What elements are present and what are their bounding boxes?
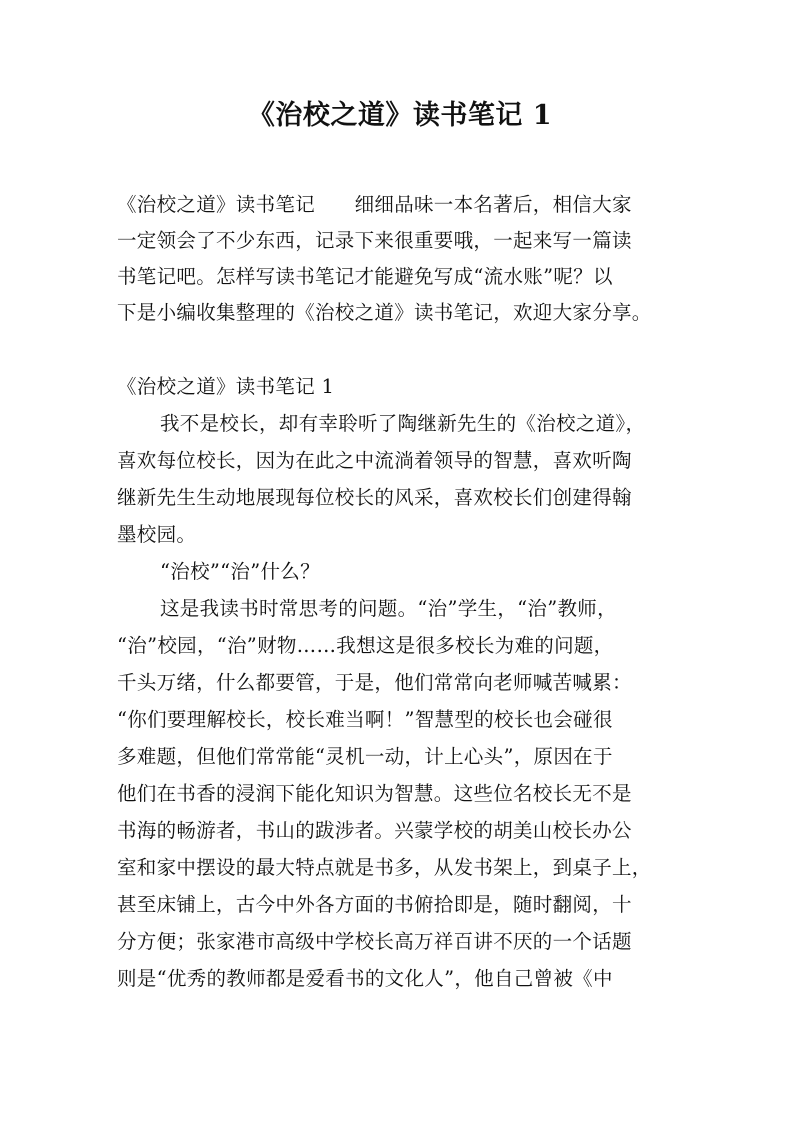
intro-line: 书笔记吧。怎样写读书笔记才能避免写成“流水账”呢？以 bbox=[117, 265, 613, 288]
paragraph-line: 则是“优秀的教师都是爱看书的文化人”，他自己曾被《中 bbox=[117, 967, 613, 990]
paragraph-line: 他们在书香的浸润下能化知识为智慧。这些位名校长无不是 bbox=[117, 782, 632, 805]
paragraph-line: 墨校园。 bbox=[117, 523, 197, 546]
paragraph-line: “治校”“治”什么？ bbox=[160, 560, 320, 583]
paragraph-line: 我不是校长，却有幸聆听了陶继新先生的《治校之道》， bbox=[160, 412, 646, 435]
intro-line: 一定领会了不少东西，记录下来很重要哦，一起来写一篇读 bbox=[117, 229, 632, 252]
paragraph-line: 继新先生生动地展现每位校长的风采，喜欢校长们创建得翰 bbox=[117, 486, 632, 509]
paragraph-line: “你们要理解校长，校长难当啊！”智慧型的校长也会碰很 bbox=[117, 708, 613, 731]
paragraph-line: 喜欢每位校长，因为在此之中流淌着领导的智慧，喜欢听陶 bbox=[117, 449, 632, 472]
paragraph-line: “治”校园，“治”财物……我想这是很多校长为难的问题， bbox=[117, 634, 614, 657]
paragraph-line: 室和家中摆设的最大特点就是书多，从发书架上，到桌子上， bbox=[117, 856, 652, 879]
section-heading: 《治校之道》读书笔记 1 bbox=[117, 375, 335, 398]
intro-line: 下是小编收集整理的《治校之道》读书笔记，欢迎大家分享。 bbox=[117, 301, 652, 324]
paragraph-line: 多难题，但他们常常能“灵机一动，计上心头”，原因在于 bbox=[117, 745, 613, 768]
paragraph-line: 甚至床铺上，古今中外各方面的书俯拾即是，随时翻阅，十 bbox=[117, 893, 632, 916]
intro-line: 《治校之道》读书笔记 细细品味一本名著后，相信大家 bbox=[117, 193, 632, 216]
paragraph-line: 这是我读书时常思考的问题。“治”学生，“治”教师， bbox=[160, 597, 617, 620]
document-title: 《治校之道》读书笔记 1 bbox=[247, 100, 553, 131]
paragraph-line: 分方便；张家港市高级中学校长高万祥百讲不厌的一个话题 bbox=[117, 930, 632, 953]
paragraph-line: 千头万绪，什么都要管，于是，他们常常向老师喊苦喊累： bbox=[117, 671, 632, 694]
paragraph-line: 书海的畅游者，书山的跋涉者。兴蒙学校的胡美山校长办公 bbox=[117, 819, 632, 842]
